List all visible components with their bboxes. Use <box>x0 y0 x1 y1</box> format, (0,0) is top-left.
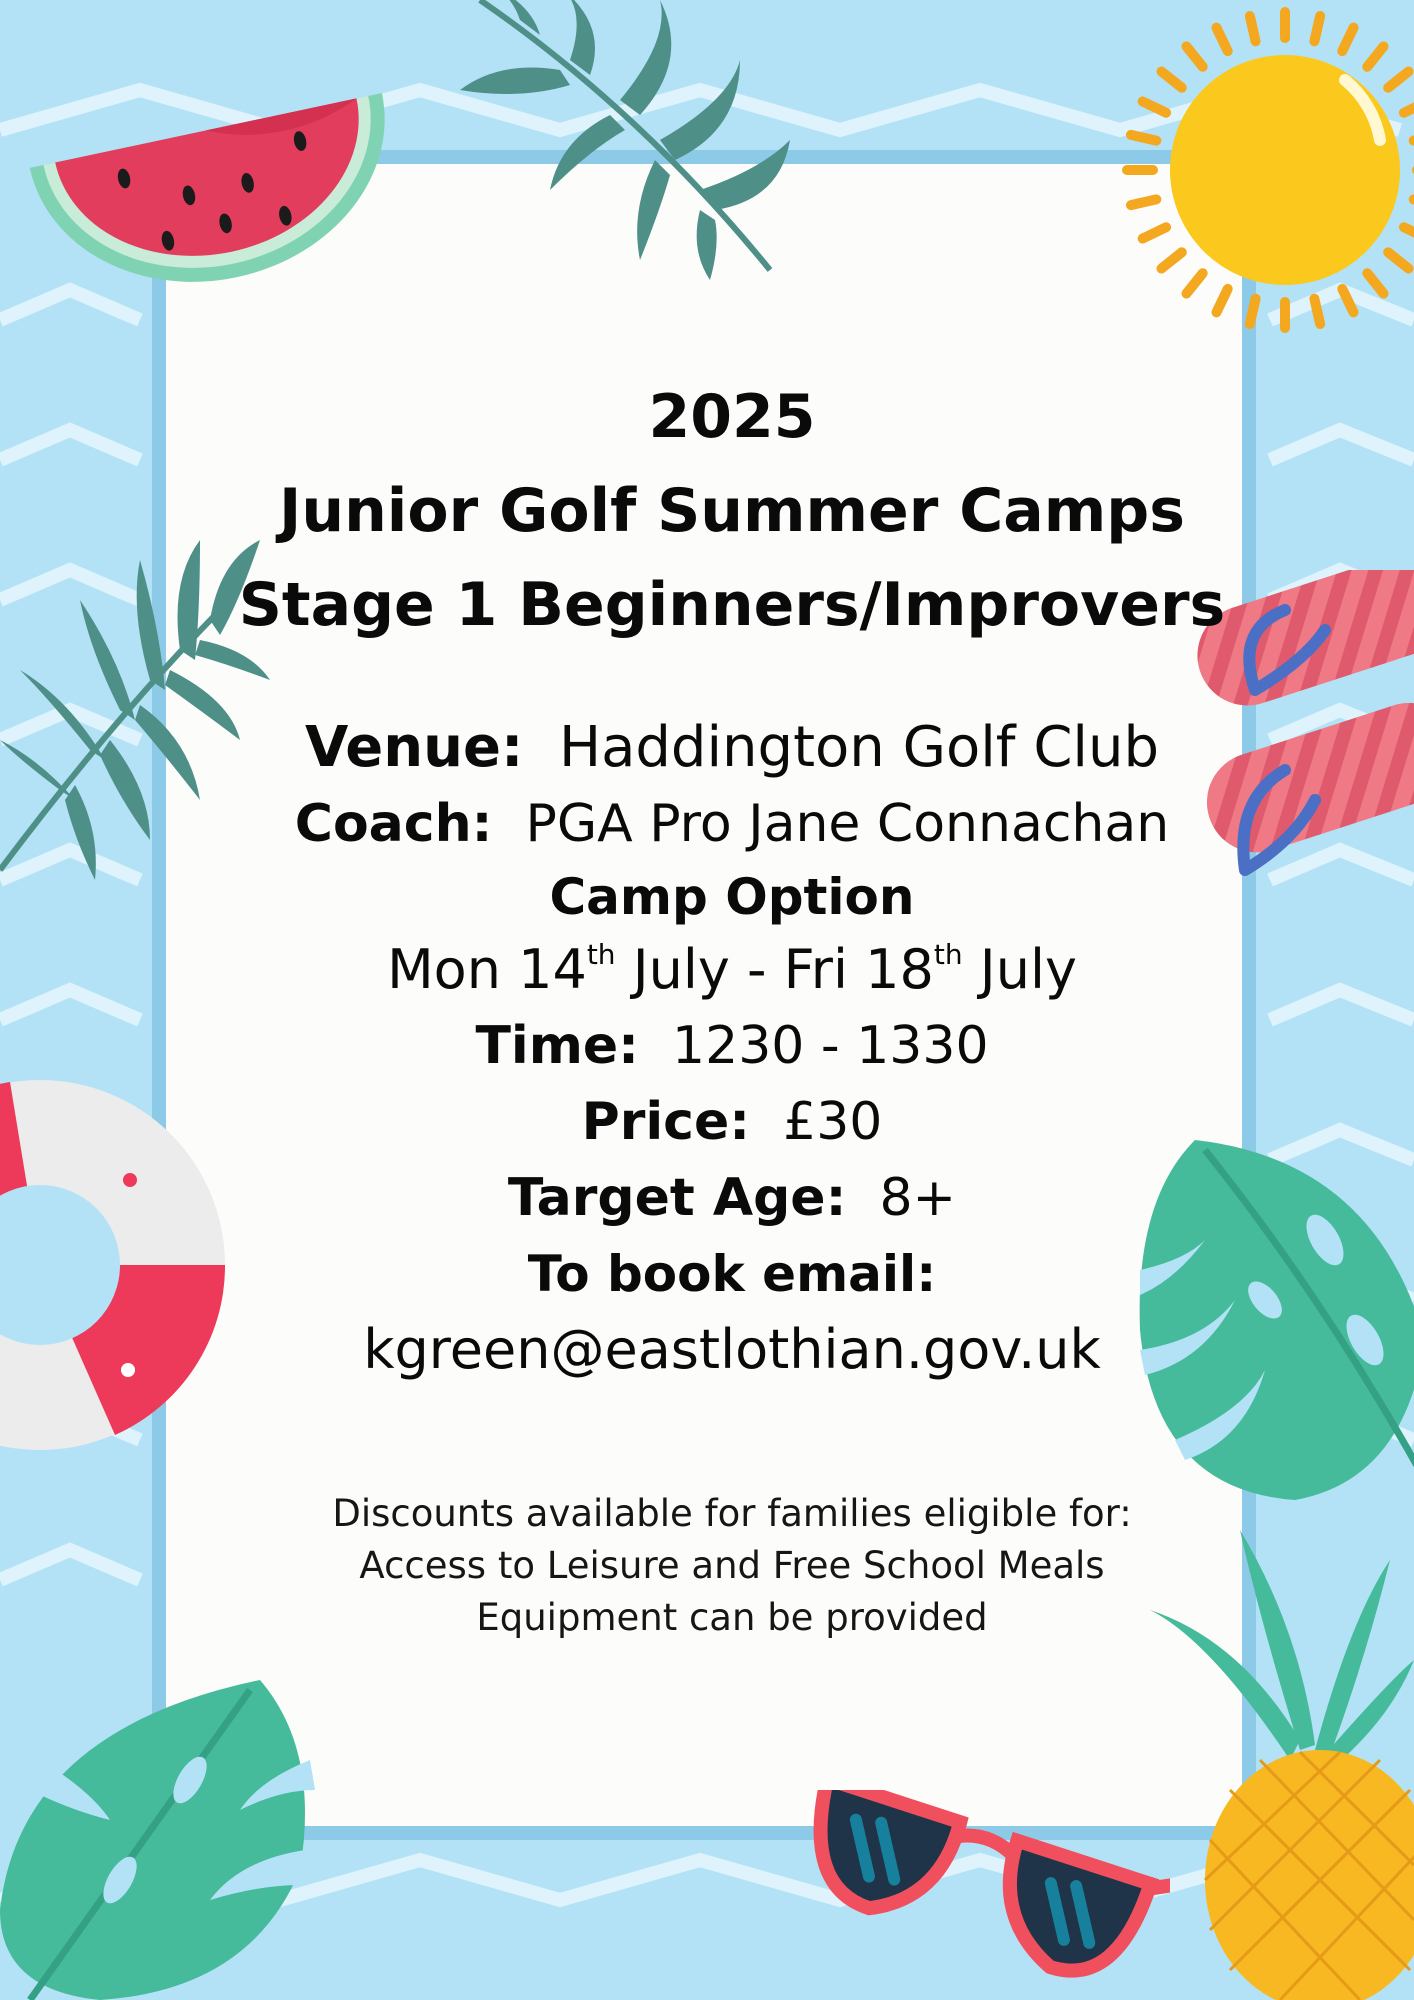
coach-value: PGA Pro Jane Connachan <box>525 794 1170 854</box>
date-start-day: Mon 14 <box>387 938 587 1001</box>
venue-row <box>152 710 1312 786</box>
sun-ray <box>1131 135 1156 141</box>
venue-label: Venue: <box>304 715 524 780</box>
sun-ray <box>1250 299 1256 324</box>
price-value: £30 <box>783 1092 883 1152</box>
time-label: Time: <box>475 1016 639 1076</box>
watermelon-icon <box>10 30 430 290</box>
date-start-month: July <box>632 938 730 1001</box>
venue-value: Haddington Golf Club <box>558 715 1160 780</box>
sun-ray <box>1388 252 1408 268</box>
sunglasses-icon <box>780 1790 1170 2000</box>
sun-ray <box>1314 299 1320 324</box>
age-label: Target Age: <box>507 1168 847 1228</box>
coach-label: Coach: <box>294 794 493 854</box>
sun-ray <box>1250 16 1256 41</box>
equipment-note: Equipment can be provided <box>476 1596 988 1639</box>
sun-ray <box>1186 46 1202 66</box>
flyer-content <box>152 370 1312 1644</box>
age-value: 8+ <box>879 1168 957 1228</box>
coach-row <box>152 786 1312 862</box>
time-value: 1230 - 1330 <box>672 1016 989 1076</box>
date-start-suffix: th <box>586 938 616 971</box>
sun-ray <box>1161 71 1181 87</box>
time-row <box>152 1008 1312 1084</box>
camp-title: Junior Golf Summer Camps <box>279 476 1185 546</box>
date-end-day: Fri 18 <box>783 938 934 1001</box>
sun-ray <box>1186 273 1202 293</box>
sun-ray <box>1216 289 1227 312</box>
eligibility-note: Access to Leisure and Free School Meals <box>359 1544 1105 1587</box>
year-heading: 2025 <box>648 382 816 452</box>
sun-ray <box>1216 28 1227 51</box>
sun-icon <box>1110 0 1414 360</box>
sun-ray <box>1342 28 1353 51</box>
booking-email-link[interactable]: kgreen@eastlothian.gov.uk <box>363 1318 1101 1381</box>
sun-ray <box>1342 289 1353 312</box>
booking-label: To book email: <box>527 1245 937 1303</box>
date-end-suffix: th <box>933 938 963 971</box>
camp-option-label: Camp Option <box>549 868 915 926</box>
discount-note: Discounts available for families eligible for: <box>332 1492 1132 1535</box>
price-label: Price: <box>581 1092 751 1152</box>
sun-ray <box>1404 227 1414 238</box>
sun-ray <box>1161 252 1181 268</box>
stage-title: Stage 1 Beginners/Improvers <box>238 570 1226 640</box>
sun-ray <box>1388 71 1408 87</box>
date-separator: - <box>729 938 784 1001</box>
price-row <box>152 1084 1312 1160</box>
sun-ray <box>1143 227 1166 238</box>
monstera-leaf-icon <box>0 1670 330 2000</box>
camp-dates <box>152 932 1312 1008</box>
sun-ray <box>1367 273 1383 293</box>
palm-leaf-icon <box>440 0 800 280</box>
age-row <box>152 1160 1312 1236</box>
sun-ray <box>1404 101 1414 112</box>
sun-ray <box>1367 46 1383 66</box>
date-end-month: July <box>979 938 1077 1001</box>
sun-ray <box>1143 101 1166 112</box>
sun-ray <box>1314 16 1320 41</box>
sun-ray <box>1131 199 1156 205</box>
